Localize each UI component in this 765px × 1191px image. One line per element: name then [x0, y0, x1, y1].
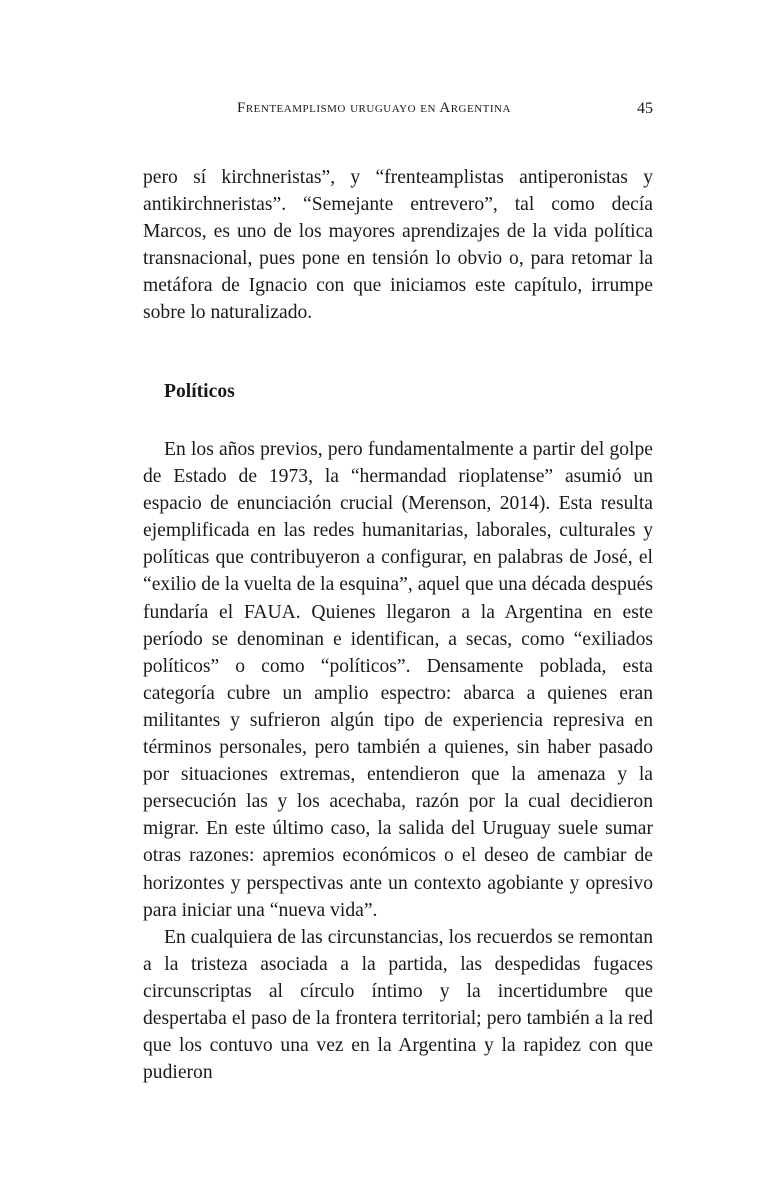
continued-paragraph-block — [143, 164, 653, 327]
continued-paragraph: pero sí kirchneristas”, y “frenteamplistas antiperonistas y antikirchneristas”. “Semejante entrevero”, tal como decía Marcos, es uno de los mayores aprendizajes de la vida política transnacional, pues pone en tensión lo obvio o, para retomar la metáfora de Ignacio con que iniciamos este capítulo, irrumpe sobre lo naturalizado. — [143, 167, 653, 324]
section-body — [143, 436, 653, 1086]
running-head — [143, 100, 653, 122]
page-number: 45 — [637, 100, 653, 117]
body-paragraph: En cualquiera de las circunstancias, los recuerdos se remontan a la tristeza asociada a la partida, las despedidas fugaces circunscriptas al círculo íntimo y la incertidumbre que despertaba el paso de la frontera territorial; pero también a la red que los contuvo una vez en la Argentina y la rapidez con que pudieron — [143, 926, 653, 1084]
section-heading: Políticos — [164, 381, 235, 402]
body-paragraph: En los años previos, pero fundamentalmente a partir del golpe de Estado de 1973, la “hermandad rioplatense” asumió un espacio de enunciación crucial (Merenson, 2014). Esta resulta ejemplificada en las redes humanitarias, laborales, culturales y políticas que contribuyeron a configurar, en palabras de José, el “exilio de la vuelta de la esquina”, aquel que una década después fundaría el FAUA. Quienes llegaron a la Argentina en este período se denominan e identifican, a secas, como “exiliados políticos” o como “políticos”. Densamente poblada, esta categoría cubre un amplio espectro: abarca a quienes eran militantes y sufrieron algún tipo de experiencia represiva en términos personales, pero también a quienes, sin haber pasado por situaciones extremas, entendieron que la amenaza y la persecución las y los acechaba, razón por la cual decidieron migrar. En este último caso, la salida del Uruguay suele sumar otras razones: apremios económicos o el deseo de cambiar de horizontes y perspectivas ante un contexto agobiante y opresivo para iniciar una “nueva vida”. — [143, 439, 653, 921]
running-head-title: Frenteamplismo uruguayo en Argentina — [237, 100, 511, 116]
